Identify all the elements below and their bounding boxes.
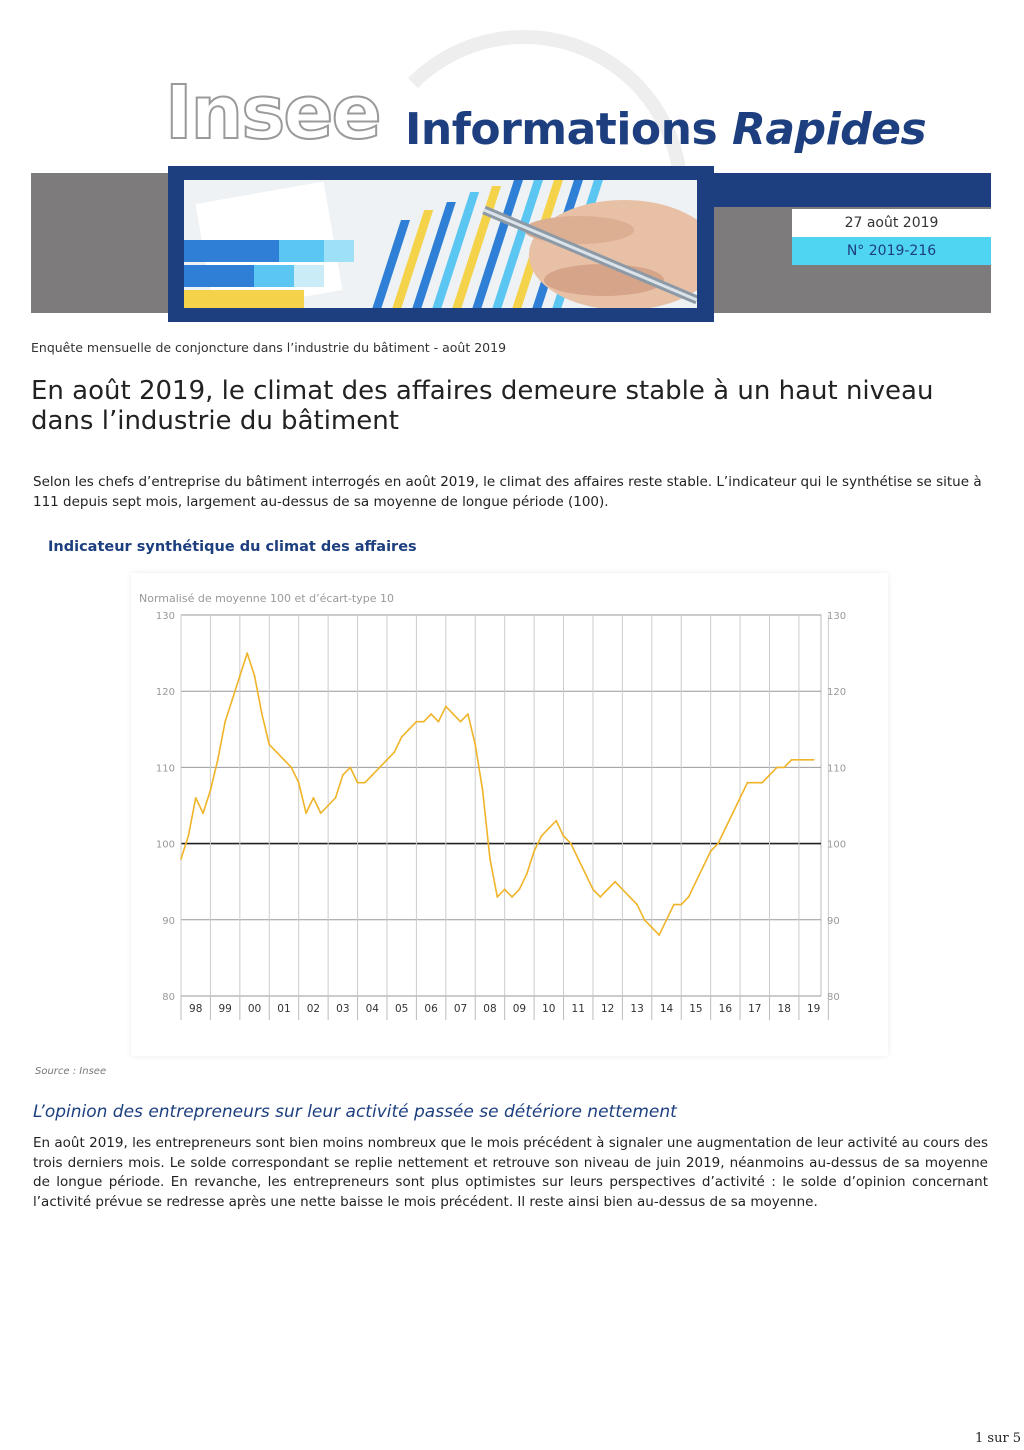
data-point [629, 896, 631, 898]
publication-date: 27 août 2019 [792, 209, 991, 237]
data-point [246, 652, 248, 654]
x-tick-label: 14 [659, 1003, 674, 1015]
x-tick-label: 11 [571, 1003, 585, 1015]
data-point [239, 675, 241, 677]
chart-card [131, 573, 888, 1056]
data-point [210, 789, 212, 791]
y-tick-label-left: 90 [162, 915, 175, 927]
series-line [181, 653, 814, 935]
banner-image [184, 180, 697, 308]
y-tick-label-right: 90 [827, 915, 840, 927]
data-point [791, 759, 793, 761]
data-point [724, 827, 726, 829]
data-point [607, 888, 609, 890]
data-point [232, 698, 234, 700]
line-chart [131, 573, 888, 1056]
data-point [460, 721, 462, 723]
data-point [644, 919, 646, 921]
data-point [666, 919, 668, 921]
data-point [474, 744, 476, 746]
data-point [570, 843, 572, 845]
y-tick-label-left: 80 [162, 992, 175, 1003]
x-tick-label: 02 [306, 1003, 321, 1015]
data-point [489, 858, 491, 860]
y-tick-label-left: 110 [155, 763, 175, 775]
data-point [636, 904, 638, 906]
x-tick-label: 12 [600, 1003, 615, 1015]
x-tick-label: 17 [748, 1003, 762, 1015]
data-point [401, 736, 403, 738]
data-point [261, 713, 263, 715]
data-point [688, 896, 690, 898]
y-tick-label-left: 120 [155, 687, 175, 699]
title-main: Informations [405, 104, 718, 155]
y-tick-label-right: 100 [827, 839, 847, 851]
x-tick-label: 98 [189, 1003, 203, 1015]
page-number: 1 sur 5 [975, 1431, 1022, 1446]
data-point [217, 759, 219, 761]
data-point [290, 767, 292, 769]
survey-subtitle: Enquête mensuelle de conjoncture dans l’industrie du bâtiment - août 2019 [31, 340, 507, 355]
x-tick-label: 09 [512, 1003, 527, 1015]
x-tick-label: 05 [395, 1003, 409, 1015]
data-point [187, 835, 189, 837]
data-point [504, 888, 506, 890]
chart-title: Indicateur synthétique du climat des affaires [48, 539, 417, 555]
y-tick-label-right: 80 [827, 992, 840, 1003]
data-point [732, 812, 734, 814]
data-point [496, 896, 498, 898]
data-point [555, 820, 557, 822]
data-point [313, 797, 315, 799]
x-tick-label: 16 [718, 1003, 733, 1015]
data-point [717, 843, 719, 845]
x-tick-label: 99 [218, 1003, 232, 1015]
y-tick-label-right: 120 [827, 687, 847, 699]
data-point [335, 797, 337, 799]
data-point [379, 767, 381, 769]
x-tick-label: 03 [336, 1003, 350, 1015]
data-point [452, 713, 454, 715]
data-point [393, 751, 395, 753]
section-heading: L’opinion des entrepreneurs sur leur activité passée se détériore nettement [33, 1102, 677, 1122]
data-point [614, 881, 616, 883]
y-tick-label-right: 130 [827, 611, 847, 622]
data-point [327, 805, 329, 807]
data-point [739, 797, 741, 799]
data-point [783, 767, 785, 769]
x-tick-label: 00 [247, 1003, 262, 1015]
data-point [482, 789, 484, 791]
data-point [541, 835, 543, 837]
data-point [695, 881, 697, 883]
chart-source: Source : Insee [35, 1066, 107, 1077]
data-point [761, 782, 763, 784]
chart-photo-illustration [184, 180, 697, 308]
data-point [747, 782, 749, 784]
y-tick-label-right: 110 [827, 763, 847, 775]
data-point [416, 721, 418, 723]
data-point [364, 782, 366, 784]
data-point [195, 797, 197, 799]
data-point [769, 774, 771, 776]
x-tick-label: 19 [806, 1003, 821, 1015]
data-point [445, 706, 447, 708]
plot-area [181, 615, 821, 996]
publication-title [405, 104, 926, 155]
data-point [533, 850, 535, 852]
title-italic: Rapides [732, 104, 927, 155]
data-point [386, 759, 388, 761]
data-point [592, 888, 594, 890]
banner-image-frame [168, 166, 714, 322]
y-tick-label-left: 130 [155, 611, 175, 622]
body-paragraph: En août 2019, les entrepreneurs sont bien moins nombreux que le mois précédent à signaler une augmentation de leur activité au cours des trois derniers mois. Le solde correspondant se replie nettement et retrouve son niveau de juin 2019, néanmoins au-dessus de sa moyenne de longue période. En revanche, les entrepreneurs sont plus optimistes sur leurs perspectives d’activité : le solde d’opinion concernant l’activité prévue se redresse après une nette baisse le mois précédent. Il reste ainsi bien au-dessus de sa moyenne. [33, 1135, 988, 1210]
data-point [526, 873, 528, 875]
x-tick-label: 13 [630, 1003, 644, 1015]
data-point [305, 812, 307, 814]
x-tick-label: 07 [453, 1003, 468, 1015]
lead-paragraph: Selon les chefs d’entreprise du bâtiment interrogés en août 2019, le climat des affaires reste stable. L’indicateur qui le synthétise se situe à 111 depuis sept mois, largement au-dessus de sa moyenne de longue période (100). [33, 474, 982, 510]
data-point [423, 721, 425, 723]
data-point [813, 759, 815, 761]
data-point [585, 873, 587, 875]
chart-subtitle: Normalisé de moyenne 100 et d’écart-type 10 [139, 592, 395, 605]
data-point [651, 927, 653, 929]
data-point [511, 896, 513, 898]
x-tick-label: 10 [542, 1003, 556, 1015]
x-tick-label: 04 [365, 1003, 379, 1015]
data-point [283, 759, 285, 761]
data-point [658, 934, 660, 936]
data-point [680, 904, 682, 906]
data-point [438, 721, 440, 723]
data-point [776, 767, 778, 769]
data-point [408, 728, 410, 730]
y-tick-label-left: 100 [155, 839, 175, 851]
data-point [224, 721, 226, 723]
data-point [342, 774, 344, 776]
data-point [371, 774, 373, 776]
data-point [518, 888, 520, 890]
data-point [276, 751, 278, 753]
data-point [357, 782, 359, 784]
data-point [710, 850, 712, 852]
insee-logo: Insee [165, 70, 380, 156]
x-tick-label: 15 [689, 1003, 703, 1015]
data-point [563, 835, 565, 837]
data-point [599, 896, 601, 898]
data-point [430, 713, 432, 715]
data-point [673, 904, 675, 906]
data-point [268, 744, 270, 746]
data-point [349, 767, 351, 769]
data-point [798, 759, 800, 761]
data-point [180, 858, 182, 860]
data-point [320, 812, 322, 814]
issue-number: N° 2019-216 [792, 237, 991, 265]
data-point [202, 812, 204, 814]
data-point [577, 858, 579, 860]
data-point [754, 782, 756, 784]
x-tick-label: 08 [483, 1003, 497, 1015]
x-tick-label: 06 [424, 1003, 438, 1015]
data-point [298, 782, 300, 784]
x-tick-label: 01 [277, 1003, 291, 1015]
header-accent-strip [710, 173, 991, 207]
data-point [548, 827, 550, 829]
data-point [467, 713, 469, 715]
data-point [254, 675, 256, 677]
x-tick-label: 18 [777, 1003, 791, 1015]
data-point [621, 888, 623, 890]
data-point [702, 866, 704, 868]
headline: En août 2019, le climat des affaires demeure stable à un haut niveau dans l’industrie du bâtiment [31, 376, 934, 436]
data-point [805, 759, 807, 761]
